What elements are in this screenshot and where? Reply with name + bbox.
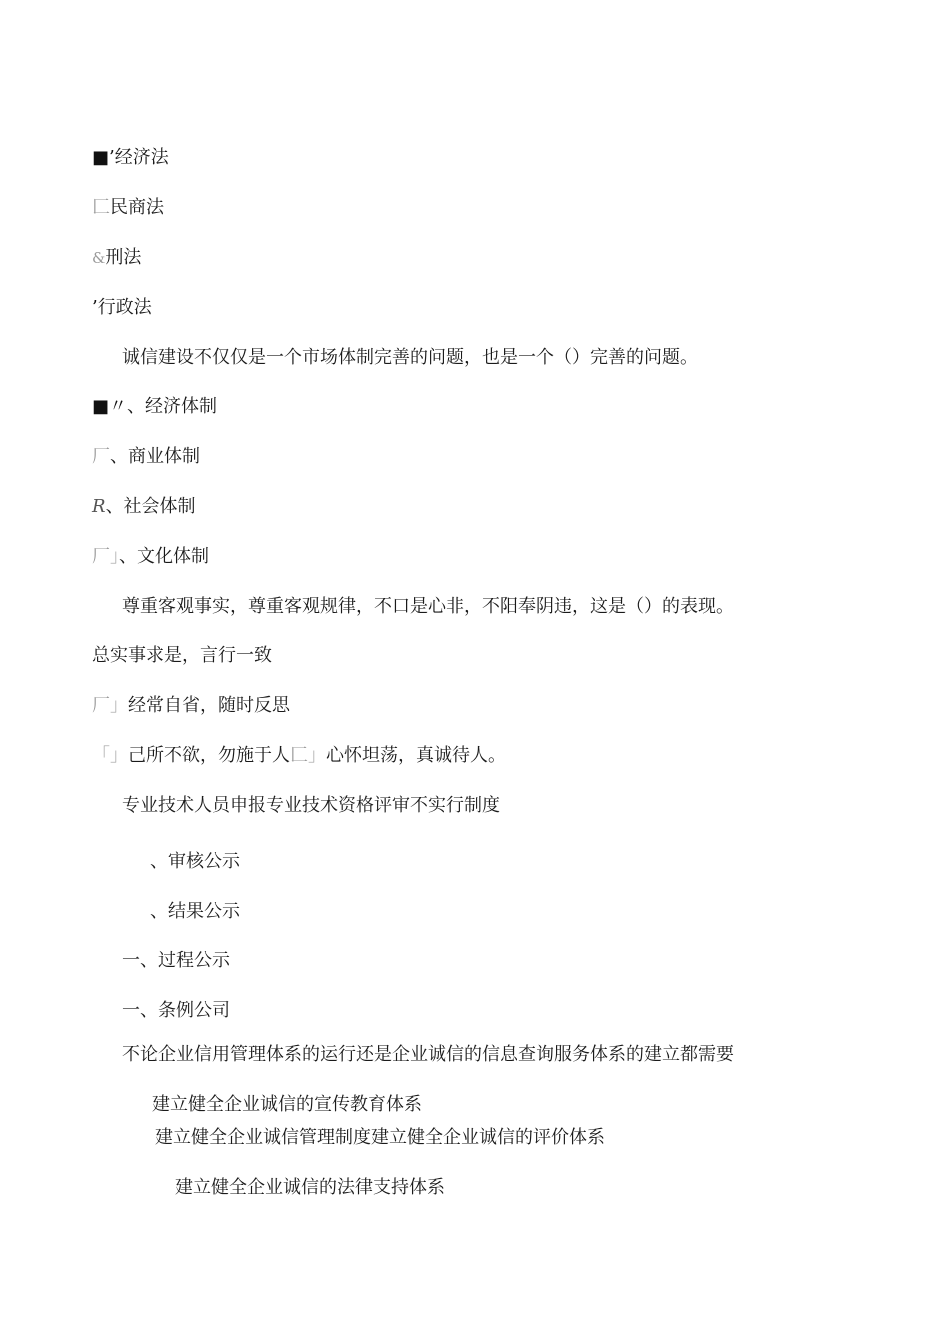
- question-text: 不论企业信用管理体系的运行还是企业诚信的信息查询服务体系的建立都需要: [122, 1044, 734, 1065]
- option-label: 总实事求是，言行一致: [92, 645, 272, 666]
- selected-checkbox-icon: ■〃: [92, 396, 128, 417]
- option-label: 、经济体制: [127, 396, 218, 417]
- option-label: 一、过程公示: [122, 950, 230, 971]
- option-label: 建立健全企业诚信的宣传教育体系: [152, 1094, 422, 1115]
- option-economic-system[interactable]: [92, 396, 217, 418]
- option-label: 民商法: [110, 197, 164, 218]
- checkbox-icon: 厂」: [92, 546, 119, 567]
- option-administrative-law[interactable]: [92, 297, 152, 319]
- option-seek-truth[interactable]: [92, 645, 272, 667]
- option-commercial-system[interactable]: [92, 446, 200, 468]
- checkbox-icon: 匚: [92, 197, 110, 218]
- option-label: 一、条例公司: [122, 1000, 230, 1021]
- option-social-system[interactable]: [92, 496, 196, 518]
- checkbox-icon: 「」: [92, 745, 128, 766]
- option-cultural-system[interactable]: [92, 546, 209, 568]
- option-label: 建立健全企业诚信的法律支持体系: [175, 1177, 445, 1198]
- option-criminal-law[interactable]: [92, 247, 141, 269]
- option-label: 、社会体制: [105, 496, 196, 517]
- question-text: 专业技术人员申报专业技术资格评审不实行制度: [122, 795, 500, 816]
- option-result-publicity[interactable]: [150, 901, 240, 923]
- option-process-publicity[interactable]: [122, 950, 230, 972]
- checkbox-icon: 厂」: [92, 695, 128, 716]
- option-label: 心怀坦荡，真诚待人。: [326, 745, 506, 766]
- option-label: 、结果公示: [150, 901, 240, 922]
- option-label: 建立健全企业诚信管理制度建立健全企业诚信的评价体系: [155, 1127, 605, 1148]
- option-label: 、商业体制: [110, 446, 200, 467]
- option-label: 刑法: [105, 247, 142, 268]
- checkbox-icon: R: [92, 496, 106, 517]
- option-label: 行政法: [97, 297, 152, 318]
- option-regulation-company[interactable]: [122, 1000, 230, 1022]
- option-education-system[interactable]: [152, 1094, 422, 1116]
- checkbox-icon: 匚」: [290, 745, 326, 766]
- option-label: 己所不欲，勿施于人: [128, 745, 290, 766]
- option-review-publicity[interactable]: [150, 851, 240, 873]
- option-self-reflection[interactable]: [92, 695, 290, 717]
- question-text: 尊重客观事实，尊重客观规律，不口是心非，不阳奉阴违，这是（）的表现。: [122, 596, 734, 617]
- option-label: 经济法: [114, 147, 169, 168]
- option-label: 经常自省，随时反思: [128, 695, 290, 716]
- option-management-evaluation-system[interactable]: [155, 1127, 605, 1149]
- selected-checkbox-icon: ■’: [92, 147, 115, 168]
- option-combined-line[interactable]: [92, 745, 506, 767]
- checkbox-icon: &: [92, 249, 106, 267]
- option-label: 、文化体制: [119, 546, 209, 567]
- question-text: 诚信建设不仅仅是一个市场体制完善的问题，也是一个（）完善的问题。: [122, 347, 698, 368]
- checkbox-icon: ’: [92, 297, 98, 318]
- option-economic-law[interactable]: [92, 147, 169, 169]
- checkbox-icon: 厂: [92, 446, 110, 467]
- option-label: 、审核公示: [150, 851, 240, 872]
- option-legal-support-system[interactable]: [175, 1177, 445, 1199]
- option-civil-commercial-law[interactable]: [92, 197, 164, 219]
